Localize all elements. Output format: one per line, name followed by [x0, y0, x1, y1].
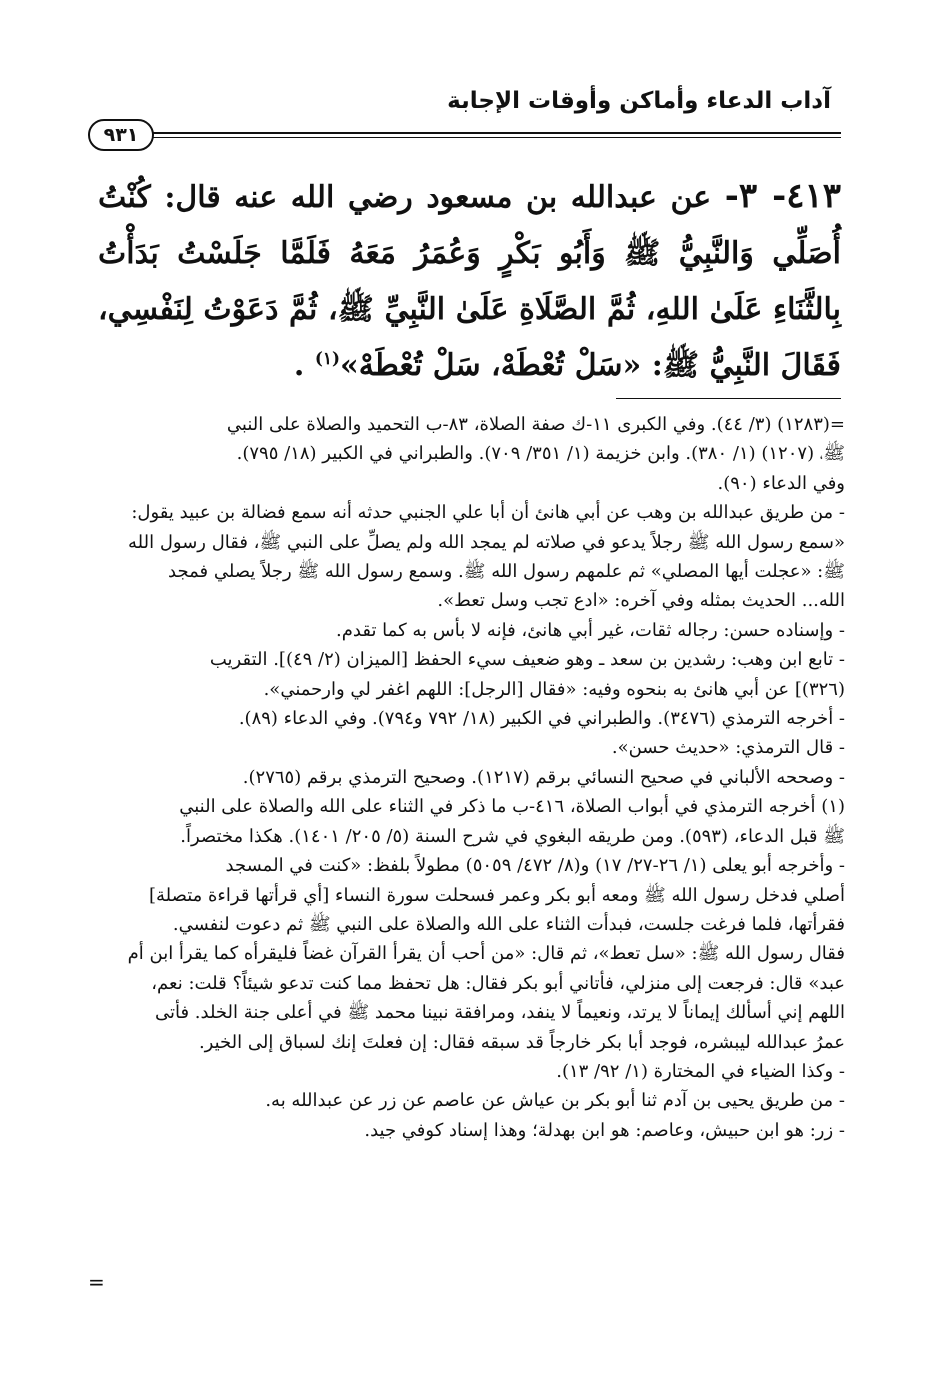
- footnote-line: (٣٢٦)] عن أبي هانئ به بنحوه وفيه: «فقال [الرجل]: اللهم اغفر لي وارحمني».: [263, 678, 845, 700]
- footnote-line: ﷺ، (١٢٠٧) (١/ ٣٨٠). وابن خزيمة (١/ ٣٥١/ ٧٠٩). والطبراني في الكبير (١٨/ ٧٩٥).: [236, 443, 845, 465]
- footnote-line: فقال رسول الله ﷺ: «سل تعط»، ثم قال: «من أحب أن يقرأ القرآن غضاً فليقرأه كما يقرأ ابن أم: [127, 943, 845, 965]
- hadith-text: [98, 168, 841, 394]
- hadith-body: عن عبدالله بن مسعود رضي الله عنه قال: كُنْتُ أُصَلِّي وَالنَّبِيُّ ﷺ وَأَبُو بَكْرٍ وَعُمَرُ مَعَهُ فَلَمَّا جَلَسْتُ بَدَأْتُ بِالثَّنَاءِ عَلَىٰ اللهِ، ثُمَّ الصَّلَاةِ عَلَىٰ النَّبِيِّ ﷺ، ثُمَّ دَعَوْتُ لِنَفْسِي، فَقَالَ النَّبِيُّ ﷺ: «سَلْ تُعْطَهْ، سَلْ تُعْطَهْ»: [98, 180, 841, 383]
- footnote-line: ﷺ: «عجلت أيها المصلي» ثم علمهم رسول الله ﷺ. وسمع رسول الله ﷺ رجلاً يصلي فمجد: [168, 561, 845, 583]
- footnote-line: فقرأتها، فلما فرغت جلست، فبدأت الثناء على الله والصلاة على النبي ﷺ ثم دعوت لنفسي.: [172, 913, 845, 935]
- footnote-reference: (١): [314, 349, 341, 369]
- footnote-separator: [616, 398, 841, 399]
- footnote-line: - وإسناده حسن: رجاله ثقات، غير أبي هانئ، فإنه لا بأس به كما تقدم.: [336, 619, 845, 641]
- running-title: آداب الدعاء وأماكن وأوقات الإجابة: [447, 88, 831, 114]
- footnote-line: - من طريق عبدالله بن وهب عن أبي هانئ أن أبا علي الجنبي حدثه أنه سمع فضالة بن عبيد يقول:: [131, 502, 845, 524]
- footnote-line: (١) أخرجه الترمذي في أبواب الصلاة، ٤١٦-ب ما ذكر في الثناء على الله والصلاة على النبي: [179, 796, 845, 818]
- footnote-line: اللهم إني أسألك إيماناً لا يرتد، ونعيماً لا ينفد، ومرافقة نبينا محمد ﷺ في أعلى جنة الخلد. فأتى: [154, 1002, 845, 1024]
- footnote-line: أصلي فدخل رسول الله ﷺ ومعه أبو بكر وعمر فسحلت سورة النساء [أي قرأتها قراءة متصلة]: [148, 884, 845, 906]
- hadith-end: .: [293, 348, 315, 383]
- footnote-line: عبد» قال: فرجعت إلى منزلي، فأتاني أبو بكر فقال: هل تحفظ مما كنت تدعو شيئاً؟ قلت: نعم،: [151, 972, 845, 994]
- footnote-line: =(١٢٨٣) (٣/ ٤٤). وفي الكبرى ١١-ك صفة الصلاة، ٨٣-ب التحميد والصلاة على النبي: [226, 414, 845, 435]
- footnote-line: - أخرجه الترمذي (٣٤٧٦). والطبراني في الكبير (١٨/ ٧٩٢ و٧٩٤). وفي الدعاء (٨٩).: [238, 708, 845, 730]
- footnote-line: ﷺ قبل الدعاء، (٥٩٣). ومن طريقه البغوي في شرح السنة (٥/ ٢٠٥/ ١٤٠١). هكذا مختصراً.: [180, 825, 845, 847]
- footnote-line: - تابع ابن وهب: رشدين بن سعد ـ وهو ضعيف سيء الحفظ [الميزان (٢/ ٤٩)]. التقريب: [209, 649, 845, 671]
- footnote-line: الله... الحديث بمثله وفي آخره: «ادع تجب وسل تعط».: [437, 590, 845, 612]
- footnote-line: - قال الترمذي: «حديث حسن».: [611, 737, 845, 759]
- hadith-number: ٤١٣- ٣-: [724, 176, 841, 216]
- footnotes: [98, 410, 845, 1145]
- footnote-line: - وكذا الضياء في المختارة (١/ ٩٢/ ١٣).: [556, 1060, 845, 1082]
- footnote-line: «سمع رسول الله ﷺ رجلاً يدعو في صلاته لم يمجد الله ولم يصلِّ على النبي ﷺ، فقال رسول الله: [128, 531, 845, 553]
- footnote-line: وفي الدعاء (٩٠).: [717, 472, 845, 494]
- header-rule: [148, 132, 841, 138]
- footnote-line: - زر: هو ابن حبيش، وعاصم: هو ابن بهدلة؛ وهذا إسناد كوفي جيد.: [364, 1119, 845, 1141]
- footnote-line: - وأخرجه أبو يعلى (١/ ٢٦-٢٧/ ١٧) و(٨/ ٤٧٢/ ٥٠٥٩) مطولاً بلفظ: «كنت في المسجد: [225, 855, 845, 877]
- footnote-line: - من طريق يحيى بن آدم ثنا أبو بكر بن عياش عن عاصم عن زر عن عبدالله به.: [265, 1090, 845, 1112]
- footnote-line: - وصححه الألباني في صحيح النسائي برقم (١٢١٧). وصحيح الترمذي برقم (٢٧٦٥).: [242, 766, 845, 788]
- footnote-line: عمرُ عبدالله ليبشره، فوجد أبا بكر خارجاً قد سبقه فقال: إن فعلتَ إنك لسباق إلى الخير.: [198, 1031, 845, 1053]
- page-number: ٩٣١: [88, 119, 154, 151]
- continuation-mark: =: [88, 1270, 105, 1294]
